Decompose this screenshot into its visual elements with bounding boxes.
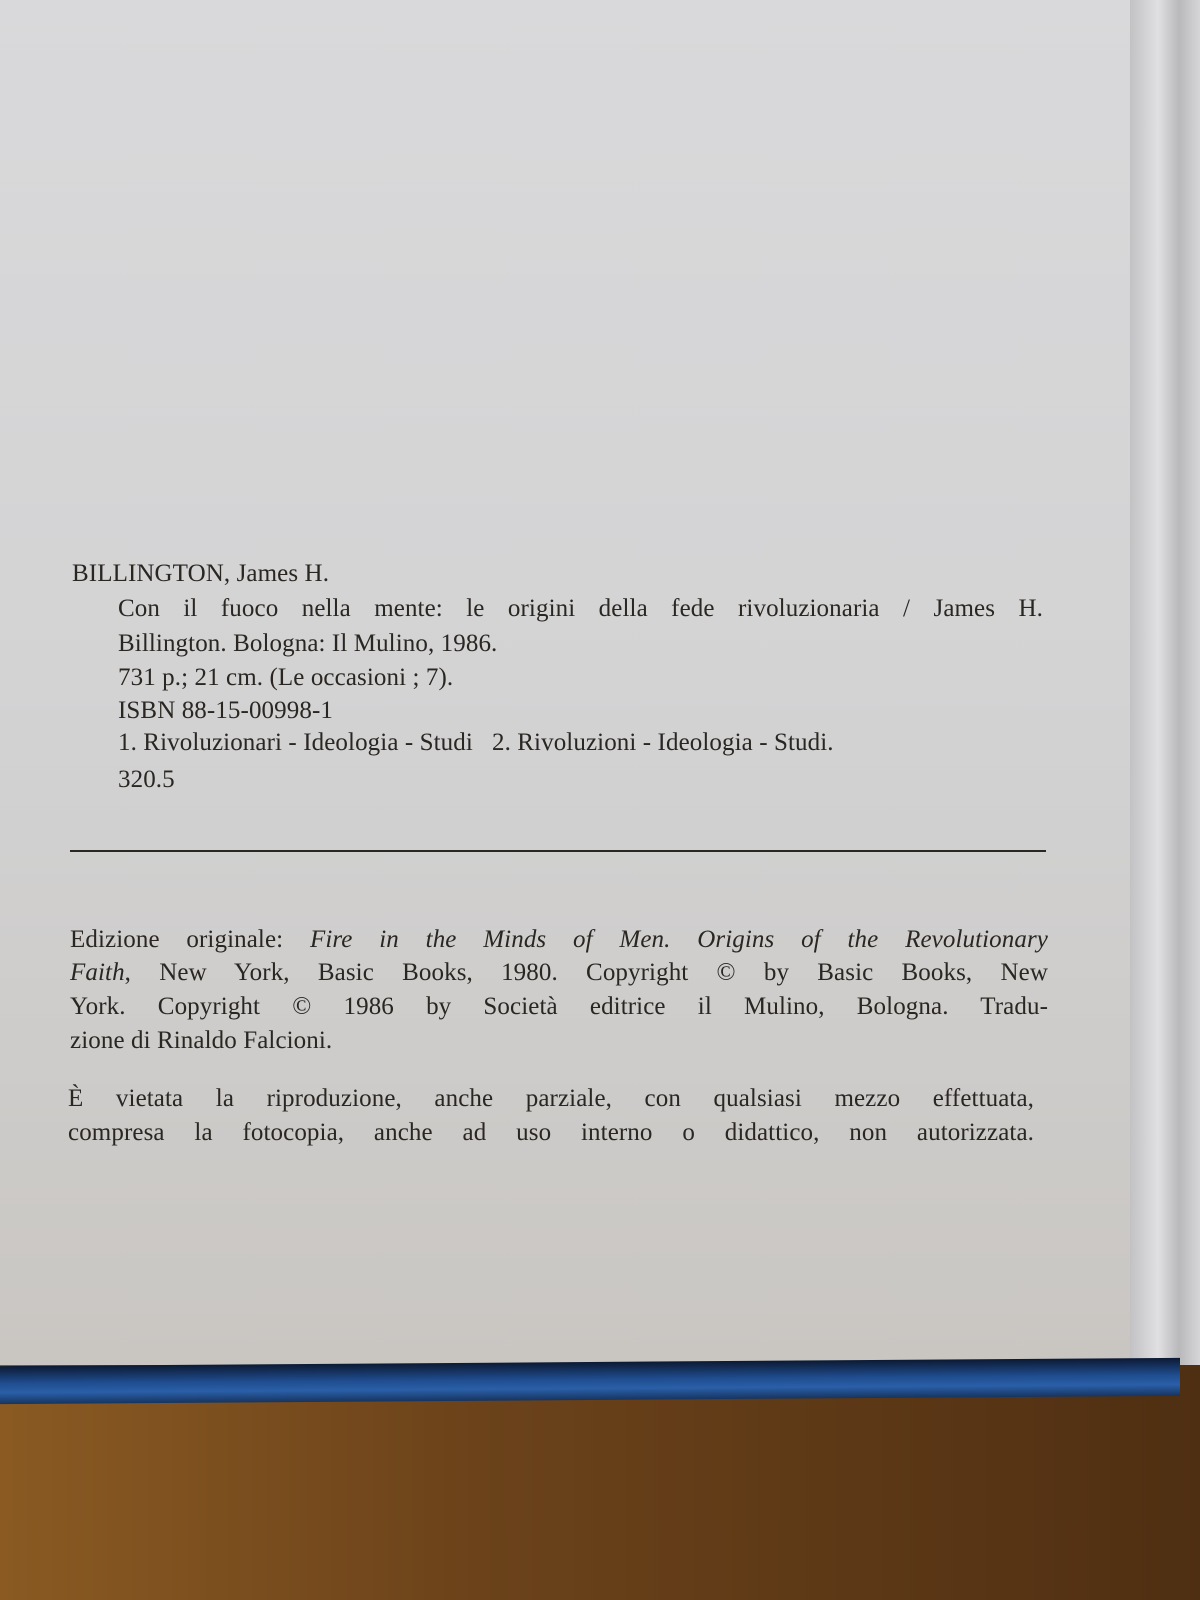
original-publisher: , New York, Basic Books, 1980. Copyright © by Basic Books, New — [124, 959, 1048, 986]
page-edges — [1130, 0, 1200, 1365]
catalog-isbn: ISBN 88-15-00998-1 — [118, 697, 333, 724]
catalog-classification: 320.5 — [118, 766, 175, 793]
divider — [70, 850, 1046, 852]
original-title-cont: Faith — [70, 959, 125, 986]
notice-line-1: È vietata la riproduzione, anche parziale, con qualsiasi mezzo effettuata, — [68, 1085, 1034, 1112]
catalog-title: Con il fuoco nella mente: le origini della fede rivoluzionaria / James H. — [118, 595, 1043, 622]
catalog-author: BILLINGTON, James H. — [72, 560, 330, 587]
book-cover-edge — [0, 1358, 1180, 1404]
original-edition-line-3: York. Copyright © 1986 by Società editrice il Mulino, Bologna. Tradu- — [70, 993, 1048, 1020]
original-edition-line-2 — [70, 959, 1048, 987]
notice-line-2: compresa la fotocopia, anche ad uso interno o didattico, non autorizzata. — [68, 1119, 1034, 1146]
catalog-publisher: Billington. Bologna: Il Mulino, 1986. — [118, 630, 498, 657]
original-edition-line-1 — [70, 926, 1048, 954]
catalog-physical: 731 p.; 21 cm. (Le occasioni ; 7). — [118, 664, 454, 691]
original-edition-line-4: zione di Rinaldo Falcioni. — [70, 1027, 333, 1054]
original-label: Edizione originale: — [70, 926, 284, 953]
original-title: Fire in the Minds of Men. Origins of the Revolutionary — [309, 926, 1049, 953]
catalog-subjects: 1. Rivoluzionari - Ideologia - Studi 2. Rivoluzioni - Ideologia - Studi. — [118, 729, 834, 756]
